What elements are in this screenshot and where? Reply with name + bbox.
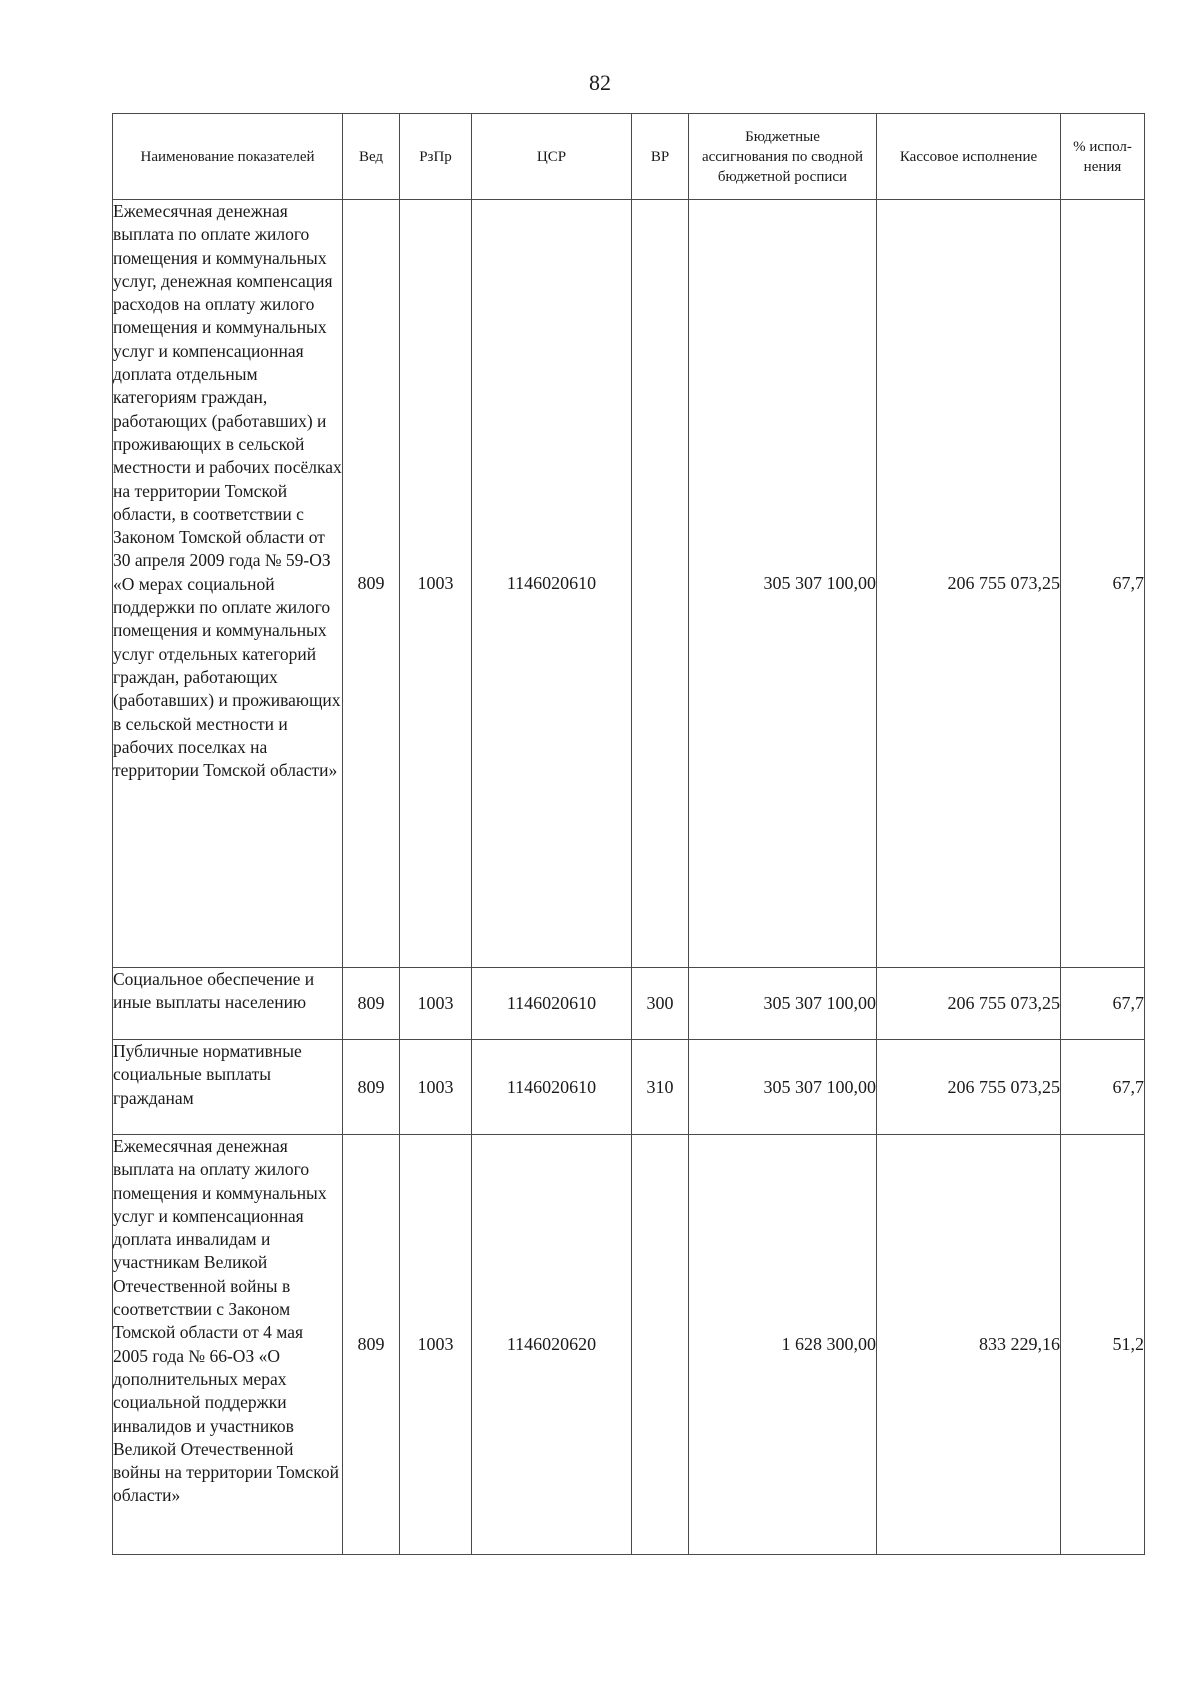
row-rzpr: 1003	[400, 1135, 472, 1555]
row-vr	[632, 1135, 689, 1555]
header-name: Наименование показателей	[113, 114, 343, 200]
budget-execution-table	[112, 113, 1145, 1555]
row-cash: 206 755 073,25	[877, 1040, 1061, 1135]
row-ved: 809	[343, 1135, 400, 1555]
row-vr: 300	[632, 968, 689, 1040]
page-number: 82	[589, 70, 611, 95]
row-rzpr: 1003	[400, 968, 472, 1040]
row-name: Социальное обеспечение и иные выплаты населению	[113, 968, 343, 1040]
table-header	[113, 114, 1145, 200]
header-vr: ВР	[632, 114, 689, 200]
row-ved: 809	[343, 1040, 400, 1135]
table-row	[113, 968, 1145, 1040]
header-budget: Бюджетные ассигнования по сводной бюджетной росписи	[689, 114, 877, 200]
row-csr: 1146020610	[472, 200, 632, 968]
table-row	[113, 200, 1145, 968]
row-percent: 67,7	[1061, 1040, 1145, 1135]
row-budget: 305 307 100,00	[689, 1040, 877, 1135]
row-name: Ежемесячная денежная выплата на оплату жилого помещения и коммунальных услуг и компенсационная доплата инвалидам и участникам Великой Отечественной войны в соответствии с Законом Томской области от 4 мая 2005 года № 66-ОЗ «О дополнительных мерах социальной поддержки инвалидов и участников Великой Отечественной войны на территории Томской области»	[113, 1135, 343, 1555]
row-name: Ежемесячная денежная выплата по оплате жилого помещения и коммунальных услуг, денежная компенсация расходов на оплату жилого помещения и коммунальных услуг и компенсационная доплата отдельным категориям граждан, работающих (работавших) и проживающих в сельской местности и рабочих посёлках на территории Томской области, в соответствии с Законом Томской области от 30 апреля 2009 года № 59-ОЗ «О мерах социальной поддержки по оплате жилого помещения и коммунальных услуг отдельных категорий граждан, работающих (работавших) и проживающих в сельской местности и рабочих поселках на территории Томской области»	[113, 200, 343, 968]
header-ved: Вед	[343, 114, 400, 200]
table-row	[113, 1135, 1145, 1555]
row-vr: 310	[632, 1040, 689, 1135]
row-percent: 51,2	[1061, 1135, 1145, 1555]
row-vr	[632, 200, 689, 968]
row-percent: 67,7	[1061, 968, 1145, 1040]
row-ved: 809	[343, 968, 400, 1040]
row-csr: 1146020610	[472, 968, 632, 1040]
table-row	[113, 1040, 1145, 1135]
row-name: Публичные нормативные социальные выплаты гражданам	[113, 1040, 343, 1135]
table-body	[113, 200, 1145, 1555]
row-budget: 305 307 100,00	[689, 200, 877, 968]
header-percent: % испол-нения	[1061, 114, 1145, 200]
row-rzpr: 1003	[400, 200, 472, 968]
row-cash: 206 755 073,25	[877, 968, 1061, 1040]
header-cash: Кассовое исполнение	[877, 114, 1061, 200]
row-rzpr: 1003	[400, 1040, 472, 1135]
row-cash: 833 229,16	[877, 1135, 1061, 1555]
row-csr: 1146020610	[472, 1040, 632, 1135]
row-percent: 67,7	[1061, 200, 1145, 968]
row-budget: 305 307 100,00	[689, 968, 877, 1040]
header-rzpr: РзПр	[400, 114, 472, 200]
header-csr: ЦСР	[472, 114, 632, 200]
header-row	[113, 114, 1145, 200]
row-csr: 1146020620	[472, 1135, 632, 1555]
row-ved: 809	[343, 200, 400, 968]
row-cash: 206 755 073,25	[877, 200, 1061, 968]
row-budget: 1 628 300,00	[689, 1135, 877, 1555]
